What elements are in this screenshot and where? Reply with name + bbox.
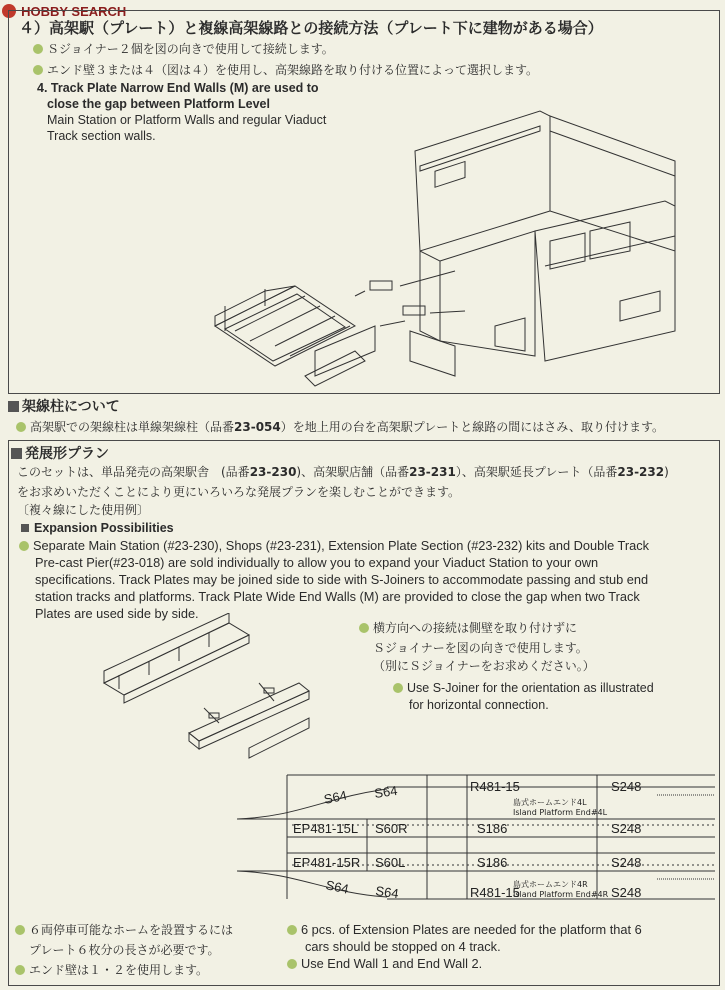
track-label-s64-b: S64 [373, 782, 399, 801]
section3-en-body-1: Separate Main Station (#23-230), Shops (#23-231), Extension Plate Section (#23-232) kits and Double Track [19, 537, 649, 555]
section1-title: ４）高架駅（プレート）と複線高架線路との接続方法（プレート下に建物がある場合） [19, 19, 603, 37]
track-label-s248-b: S248 [611, 821, 642, 836]
section3-intro-2: をお求めいただくことにより更にいろいろな発展プランを楽しむことができます。 [17, 485, 461, 499]
track-label-s248-a: S248 [611, 779, 642, 794]
bullet-icon [15, 965, 25, 975]
catenary-code: 23-054 [234, 420, 281, 434]
track-label-s186-a: S186 [477, 821, 508, 836]
track-label-s186-b: S186 [477, 855, 508, 870]
track-label-s248-c: S248 [611, 855, 642, 870]
bullet-icon [287, 925, 297, 935]
bottom-right-note-3: Use End Wall 1 and End Wall 2. [287, 955, 482, 973]
section3-en-body-4: station tracks and platforms. Track Plate Wide End Walls (M) are provided to close the gap when two Track [35, 589, 640, 604]
track-label-island-end-4r-jp: 島式ホームエンド4R [513, 880, 588, 889]
track-label-island-end-4l-en: Island Platform End#4L [513, 808, 608, 817]
section3-note-en-2: for horizontal connection. [409, 698, 549, 712]
section1-en-body-1: Main Station or Platform Walls and regular Viaduct [47, 113, 327, 127]
bullet-icon [33, 65, 43, 75]
section2-body: 高架駅での架線柱は単線架線柱（品番23-054）を地上用の台を高架駅プレートと線路の間にはさみ、取り付けます。 [16, 418, 664, 436]
section1-bullet-1: Ｓジョイナー２個を図の向きで使用して接続します。 [33, 40, 334, 58]
track-label-s64-d: S64 [374, 883, 400, 902]
section3-note-jp-2: Ｓジョイナーを図の向きで使用します。 [373, 641, 588, 655]
section1-en-heading-2: close the gap between Platform Level [47, 97, 270, 111]
track-label-island-end-4l-jp: 島式ホームエンド4L [513, 798, 587, 807]
section3-en-heading: Expansion Possibilities [21, 519, 174, 537]
track-layout-diagram [237, 767, 715, 907]
track-label-s64-c: S64 [324, 877, 351, 897]
track-label-island-end-4r-en: Island Platform End#4R [513, 890, 609, 899]
watermark-text: HOBBY SEARCH [21, 4, 127, 19]
bullet-icon [359, 623, 369, 633]
section-connection-panel [8, 10, 720, 394]
section3-en-body-2: Pre-cast Pier(#23-018) are sold individually to allow you to expand your Viaduct Station to your own [35, 555, 599, 570]
track-label-s60l: S60L [375, 855, 406, 870]
bullet-icon [33, 44, 43, 54]
section3-en-body-5: Plates are used side by side. [35, 606, 199, 621]
square-icon [11, 448, 22, 459]
section3-note-jp-1: 横方向への接続は側壁を取り付けずに [359, 619, 577, 637]
square-icon [8, 401, 19, 412]
section3-intro-1: このセットは、単品発売の高架駅舎 (品番23-230)、高架駅店舗（品番23-231）、高架駅延長プレート（品番23-232) [17, 465, 669, 479]
section1-bullet-2: エンド壁３または４（図は４）を使用し、高架線路を取り付ける位置によって選択します。 [33, 61, 538, 79]
section1-en-body-2: Track section walls. [47, 129, 156, 143]
bullet-icon [16, 422, 26, 432]
track-label-r481-a: R481-15 [470, 779, 520, 794]
bottom-right-note-1: 6 pcs. of Extension Plates are needed for the platform that 6 [287, 921, 642, 939]
station-connection-illustration [205, 91, 705, 391]
track-plate-drawing [215, 286, 375, 386]
section1-en-heading-1: 4. Track Plate Narrow End Walls (M) are used to [37, 81, 319, 95]
section3-example-label: 〔複々線にした使用例〕 [17, 503, 150, 517]
section3-title: 発展形プラン [11, 445, 109, 463]
section3-en-body-3: specifications. Track Plates may be joined side to side with S-Joiners to accommodate passing and stub end [35, 572, 649, 587]
section-expansion-panel [8, 440, 720, 986]
track-label-r481-b: R481-15 [470, 885, 520, 900]
bullet-icon [19, 541, 29, 551]
track-label-s60r: S60R [375, 821, 408, 836]
track-label-ep481-15r: EP481-15R [293, 855, 361, 870]
bottom-left-note-2: プレート６枚分の長さが必要です。 [29, 943, 220, 957]
station-building-drawing [415, 111, 675, 361]
s-joiner-drawing [355, 271, 465, 376]
bottom-right-note-2: cars should be stopped on 4 track. [305, 939, 501, 954]
bottom-left-note-3: エンド壁は１・２を使用します。 [15, 961, 208, 979]
bullet-icon [287, 959, 297, 969]
bullet-icon [393, 683, 403, 693]
section3-note-jp-3: （別にＳジョイナーをお求めください。） [373, 659, 595, 673]
track-label-s64-a: S64 [322, 787, 349, 807]
track-label-ep481-15l: EP481-15L [293, 821, 359, 836]
bottom-left-note-1: ６両停車可能なホームを設置するには [15, 921, 233, 939]
bullet-icon [15, 925, 25, 935]
section3-note-en-1: Use S-Joiner for the orientation as illustrated [393, 679, 654, 697]
square-icon [21, 524, 29, 532]
section2-title: 架線柱について [8, 398, 120, 416]
track-label-s248-d: S248 [611, 885, 642, 900]
plate-joining-illustration [99, 613, 319, 773]
